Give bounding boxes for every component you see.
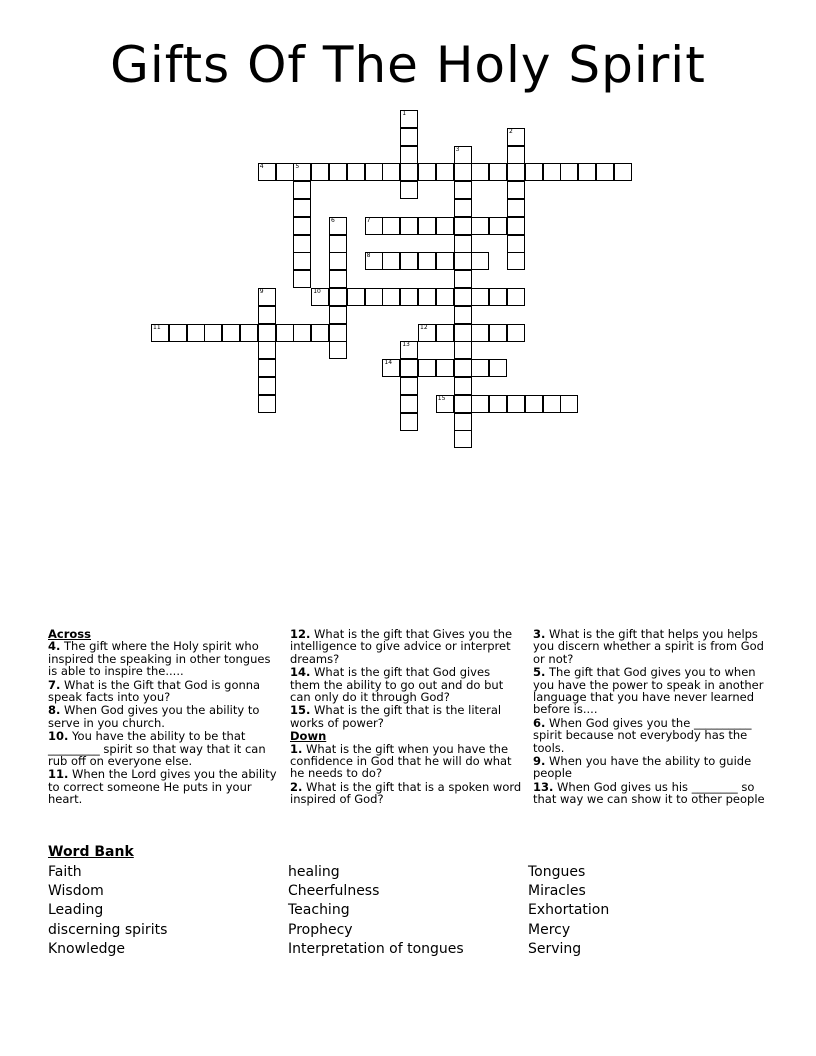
grid-cell[interactable] xyxy=(436,359,454,377)
word-bank-entry: Faith xyxy=(48,864,82,880)
clue-text: What is the gift that is a spoken word inspired of God? xyxy=(290,779,522,807)
grid-cell[interactable] xyxy=(454,359,472,377)
word-bank-entry: Teaching xyxy=(288,902,350,919)
clue xyxy=(290,666,522,703)
word-bank-entry: Tongues xyxy=(528,864,586,880)
grid-cell[interactable] xyxy=(454,288,472,306)
clue-text: When the Lord gives you the ability to correct someone He puts in your heart. xyxy=(48,767,277,807)
grid-cell[interactable] xyxy=(382,217,400,235)
cell-number: 13 xyxy=(402,341,410,349)
grid-cell[interactable] xyxy=(400,128,418,146)
grid-cell[interactable] xyxy=(382,288,400,306)
grid-cell[interactable] xyxy=(365,288,383,306)
grid-cell[interactable] xyxy=(329,288,347,306)
grid-cell[interactable] xyxy=(471,217,489,235)
grid-cell[interactable] xyxy=(293,217,311,235)
grid-cell[interactable] xyxy=(293,252,311,270)
clue-text: The gift that God gives you to when you have the power to speak in another language that you have never learned before is.... xyxy=(533,665,764,717)
grid-cell[interactable] xyxy=(507,146,525,164)
grid-cell[interactable] xyxy=(436,395,454,413)
grid-cell[interactable] xyxy=(454,324,472,342)
grid-cell[interactable] xyxy=(507,288,525,306)
crossword-grid xyxy=(0,0,816,460)
clue-text: The gift where the Holy spirit who inspired the speaking in other tongues is able to inspire the..... xyxy=(48,639,271,679)
grid-cell[interactable] xyxy=(151,324,169,342)
grid-cell[interactable] xyxy=(436,288,454,306)
grid-cell[interactable] xyxy=(258,341,276,359)
clue xyxy=(533,717,765,754)
word-bank-entry: Wisdom xyxy=(48,883,104,900)
grid-cell[interactable] xyxy=(507,252,525,270)
clue xyxy=(533,666,765,716)
grid-cell[interactable] xyxy=(258,163,276,181)
grid-cell[interactable] xyxy=(400,288,418,306)
grid-cell[interactable] xyxy=(400,110,418,128)
grid-cell[interactable] xyxy=(454,163,472,181)
word-bank-title: Word Bank xyxy=(48,844,134,860)
grid-cell[interactable] xyxy=(489,288,507,306)
grid-cell[interactable] xyxy=(293,163,311,181)
cell-number: 11 xyxy=(153,323,161,331)
grid-cell[interactable] xyxy=(471,395,489,413)
grid-cell[interactable] xyxy=(489,395,507,413)
grid-cell[interactable] xyxy=(329,341,347,359)
grid-cell[interactable] xyxy=(240,324,258,342)
grid-cell[interactable] xyxy=(258,324,276,342)
grid-cell[interactable] xyxy=(507,395,525,413)
grid-cell[interactable] xyxy=(347,288,365,306)
grid-cell[interactable] xyxy=(507,128,525,146)
clue-text: What is the gift that helps you helps you discern whether a spirit is from God or not? xyxy=(533,627,764,666)
grid-cell[interactable] xyxy=(276,163,294,181)
grid-cell[interactable] xyxy=(489,359,507,377)
grid-cell[interactable] xyxy=(400,377,418,395)
grid-cell[interactable] xyxy=(614,163,632,181)
grid-cell[interactable] xyxy=(258,395,276,413)
grid-cell[interactable] xyxy=(400,163,418,181)
grid-cell[interactable] xyxy=(454,341,472,359)
clue xyxy=(48,679,280,704)
clues-column-2 xyxy=(290,628,522,807)
grid-cell[interactable] xyxy=(329,306,347,324)
clues-column-3 xyxy=(533,628,765,807)
word-bank-entry: Prophecy xyxy=(288,921,353,938)
clue xyxy=(290,743,522,780)
grid-cell[interactable] xyxy=(347,163,365,181)
grid-cell[interactable] xyxy=(418,163,436,181)
grid-cell[interactable] xyxy=(436,252,454,270)
clues-column-1 xyxy=(48,628,280,807)
clue-text: When God gives you the ability to serve in you church. xyxy=(48,703,260,730)
grid-cell[interactable] xyxy=(365,217,383,235)
word-bank-entry: healing xyxy=(288,864,340,880)
grid-cell[interactable] xyxy=(365,252,383,270)
grid-cell[interactable] xyxy=(525,163,543,181)
cell-number: 1 xyxy=(402,110,407,117)
grid-cell[interactable] xyxy=(507,235,525,253)
cell-number: 3 xyxy=(455,145,460,153)
clue xyxy=(48,704,280,729)
grid-cell[interactable] xyxy=(471,324,489,342)
grid-cell[interactable] xyxy=(418,252,436,270)
word-bank-entry: Leading xyxy=(48,902,104,919)
grid-cell[interactable] xyxy=(293,270,311,288)
grid-cell[interactable] xyxy=(187,324,205,342)
grid-cell[interactable] xyxy=(454,395,472,413)
grid-cell[interactable] xyxy=(400,181,418,199)
grid-cell[interactable] xyxy=(418,217,436,235)
clue-number: 4. xyxy=(48,639,61,654)
clue xyxy=(48,640,280,677)
grid-cell[interactable] xyxy=(454,199,472,217)
cell-number: 8 xyxy=(366,252,371,260)
clue-number: 5. xyxy=(533,665,546,680)
grid-cell[interactable] xyxy=(258,377,276,395)
grid-cell[interactable] xyxy=(507,181,525,199)
grid-cell[interactable] xyxy=(400,395,418,413)
clue xyxy=(290,628,522,665)
grid-cell[interactable] xyxy=(329,270,347,288)
grid-cell[interactable] xyxy=(454,306,472,324)
grid-cell[interactable] xyxy=(258,288,276,306)
cell-number: 15 xyxy=(437,394,446,402)
grid-cell[interactable] xyxy=(507,163,525,181)
grid-cell[interactable] xyxy=(507,199,525,217)
word-bank-entry: Cheerfulness xyxy=(288,883,380,900)
clue-text: What is the gift when you have the confidence in God that he will do what he needs to do? xyxy=(290,741,512,781)
grid-cell[interactable] xyxy=(436,324,454,342)
grid-cell[interactable] xyxy=(418,324,436,342)
clue-text: When you have the ability to guide people xyxy=(533,754,752,781)
grid-cell[interactable] xyxy=(293,324,311,342)
clue xyxy=(533,628,765,665)
clue xyxy=(48,730,280,767)
grid-cell[interactable] xyxy=(471,252,489,270)
clue-text: What is the Gift that God is gonna speak facts into you? xyxy=(48,677,261,705)
grid-cell[interactable] xyxy=(311,163,329,181)
grid-cell[interactable] xyxy=(543,395,561,413)
grid-cell[interactable] xyxy=(382,252,400,270)
grid-cell[interactable] xyxy=(454,413,472,431)
clue-text: What is the gift that is the literal works of power? xyxy=(290,703,502,730)
grid-cell[interactable] xyxy=(418,288,436,306)
clue-text: When God gives you the __________ spirit because not everybody has the tools. xyxy=(533,715,752,755)
cell-number: 2 xyxy=(509,127,513,135)
clue-section-heading: Down xyxy=(290,729,327,744)
clue-text: What is the gift that Gives you the intelligence to give advice or interpret dreams? xyxy=(290,627,513,666)
grid-cell[interactable] xyxy=(258,359,276,377)
word-bank-entry: Mercy xyxy=(528,921,571,938)
grid-cell[interactable] xyxy=(222,324,240,342)
cell-number: 5 xyxy=(295,163,300,171)
word-bank-entry: discerning spirits xyxy=(48,921,168,938)
clue xyxy=(290,781,522,806)
grid-cell[interactable] xyxy=(258,306,276,324)
grid-cell[interactable] xyxy=(596,163,614,181)
word-bank-entry: Miracles xyxy=(528,883,586,900)
grid-cell[interactable] xyxy=(560,395,578,413)
clue-section-heading: Across xyxy=(48,627,91,641)
grid-cell[interactable] xyxy=(311,324,329,342)
clue-number: 10. xyxy=(48,729,69,744)
cell-number: 10 xyxy=(313,288,321,295)
grid-cell[interactable] xyxy=(525,395,543,413)
grid-cell[interactable] xyxy=(489,163,507,181)
clue xyxy=(533,781,765,806)
cell-number: 12 xyxy=(420,323,428,331)
clue-number: 7. xyxy=(48,677,61,692)
grid-cell[interactable] xyxy=(471,288,489,306)
clue-text: When God gives us his ________ so that way we can show it to other people xyxy=(533,779,765,807)
grid-cell[interactable] xyxy=(454,377,472,395)
grid-cell[interactable] xyxy=(454,146,472,164)
word-bank-entry: Exhortation xyxy=(528,902,610,919)
grid-cell[interactable] xyxy=(454,430,472,448)
clue-number: 1. xyxy=(290,741,303,756)
grid-cell[interactable] xyxy=(507,217,525,235)
clue-number: 9. xyxy=(533,754,546,769)
clue-number: 15. xyxy=(290,703,311,718)
grid-cell[interactable] xyxy=(454,235,472,253)
clue xyxy=(290,704,522,729)
grid-cell[interactable] xyxy=(204,324,222,342)
grid-cell[interactable] xyxy=(382,359,400,377)
grid-cell[interactable] xyxy=(400,359,418,377)
word-bank-column-2 xyxy=(288,863,464,959)
grid-cell[interactable] xyxy=(329,217,347,235)
clue xyxy=(48,768,280,805)
grid-cell[interactable] xyxy=(293,181,311,199)
grid-cell[interactable] xyxy=(454,217,472,235)
grid-cell[interactable] xyxy=(471,359,489,377)
grid-cell[interactable] xyxy=(329,324,347,342)
grid-cell[interactable] xyxy=(169,324,187,342)
grid-cell[interactable] xyxy=(400,341,418,359)
cell-number: 14 xyxy=(384,359,393,367)
grid-cell[interactable] xyxy=(489,217,507,235)
grid-cell[interactable] xyxy=(560,163,578,181)
grid-cell[interactable] xyxy=(578,163,596,181)
word-bank-entry: Serving xyxy=(528,940,582,957)
grid-cell[interactable] xyxy=(507,324,525,342)
grid-cell[interactable] xyxy=(436,163,454,181)
grid-cell[interactable] xyxy=(329,235,347,253)
clue-number: 3. xyxy=(533,627,546,641)
grid-cell[interactable] xyxy=(293,235,311,253)
clue xyxy=(533,755,765,780)
cell-number: 6 xyxy=(331,216,335,224)
clue-number: 13. xyxy=(533,779,554,794)
grid-cell[interactable] xyxy=(329,163,347,181)
clue-number: 12. xyxy=(290,627,311,641)
grid-cell[interactable] xyxy=(400,252,418,270)
grid-cell[interactable] xyxy=(400,146,418,164)
grid-cell[interactable] xyxy=(454,181,472,199)
grid-cell[interactable] xyxy=(489,324,507,342)
cell-number: 9 xyxy=(259,288,264,295)
grid-cell[interactable] xyxy=(471,163,489,181)
grid-cell[interactable] xyxy=(382,163,400,181)
clue-number: 2. xyxy=(290,779,303,794)
grid-cell[interactable] xyxy=(329,252,347,270)
clue-text: You have the ability to be that _________ spirit so that way that it can rub off on everyone else. xyxy=(48,729,266,769)
word-bank-entry: Knowledge xyxy=(48,940,125,957)
page-title: Gifts Of The Holy Spirit xyxy=(110,36,706,94)
clue-number: 8. xyxy=(48,703,61,718)
grid-cell[interactable] xyxy=(365,163,383,181)
grid-cell[interactable] xyxy=(454,252,472,270)
grid-cell[interactable] xyxy=(276,324,294,342)
clue-number: 14. xyxy=(290,665,311,680)
grid-cell[interactable] xyxy=(293,199,311,217)
clue-text: What is the gift that God gives them the ability to go out and do but can only do it through God? xyxy=(290,665,504,705)
grid-cell[interactable] xyxy=(436,217,454,235)
word-bank-column-1 xyxy=(48,863,167,959)
grid-cell[interactable] xyxy=(454,270,472,288)
word-bank-entry: Interpretation of tongues xyxy=(288,940,464,957)
grid-cell[interactable] xyxy=(543,163,561,181)
cell-number: 7 xyxy=(366,216,371,224)
grid-cell[interactable] xyxy=(400,413,418,431)
grid-cell[interactable] xyxy=(400,217,418,235)
word-bank-column-3 xyxy=(528,863,609,959)
cell-number: 4 xyxy=(259,163,264,171)
clue-number: 6. xyxy=(533,715,546,730)
grid-cell[interactable] xyxy=(311,288,329,306)
grid-cell[interactable] xyxy=(418,359,436,377)
clue-number: 11. xyxy=(48,767,69,782)
